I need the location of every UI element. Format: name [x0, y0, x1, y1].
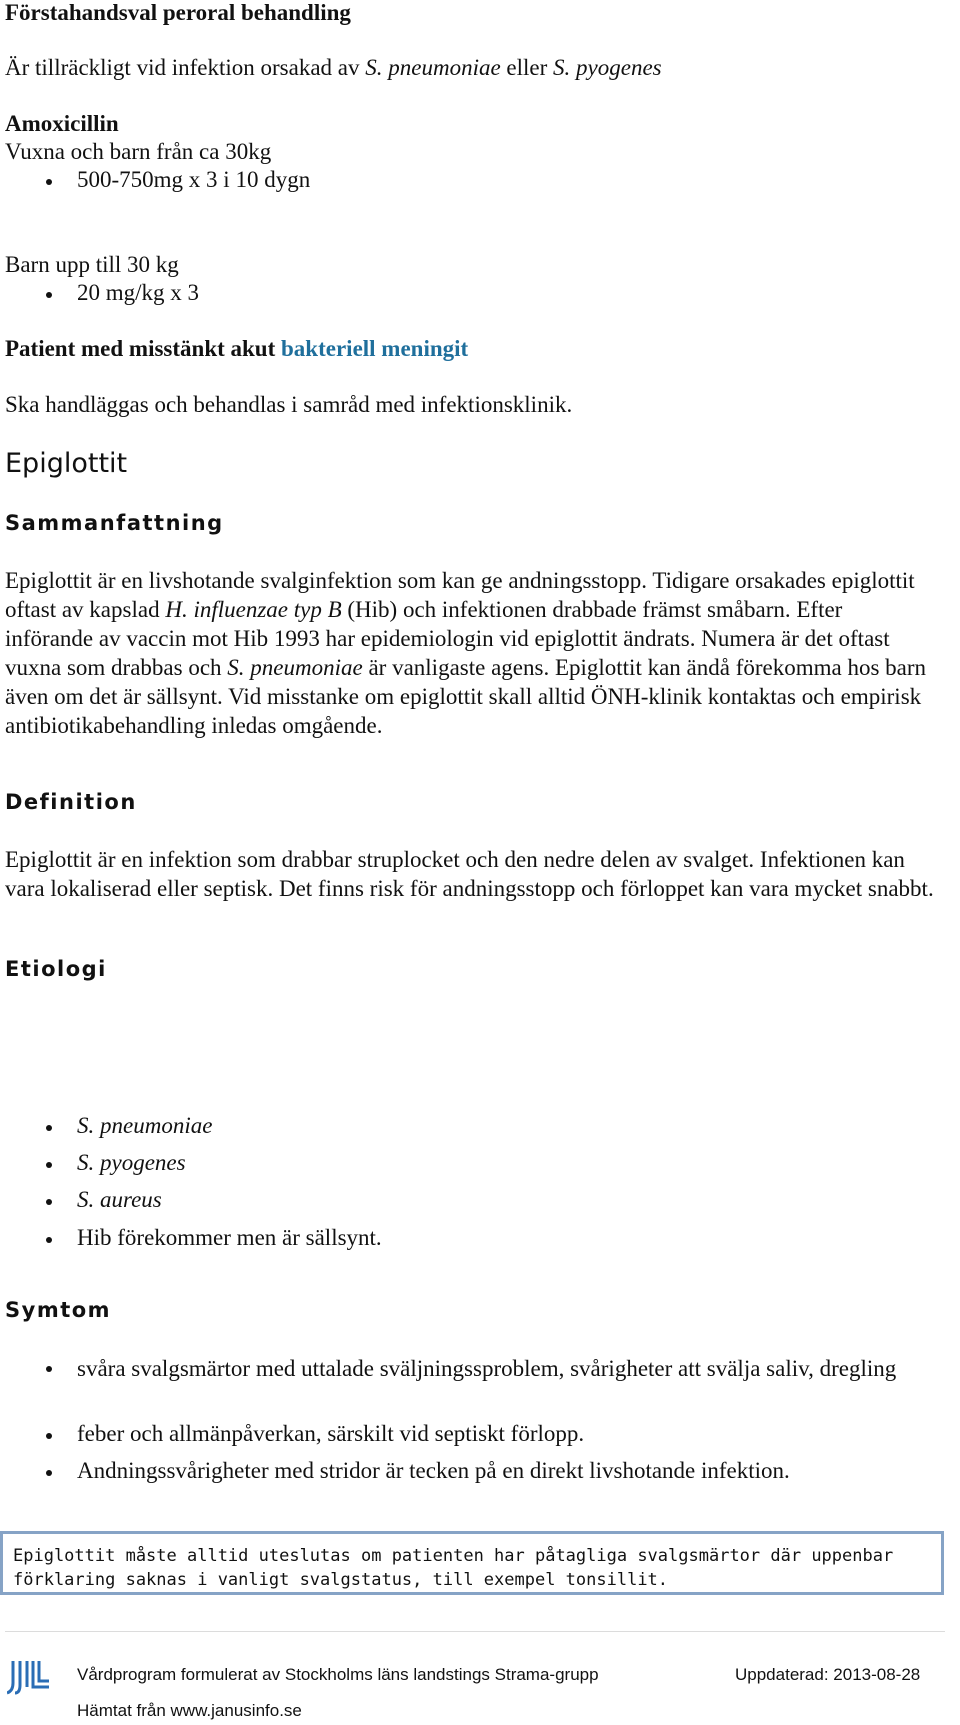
summary-segment: är vanligaste agens. Epiglottit kan ändå förekomma hos barn även om det är sällsynt. Vid misstanke om epiglottit skall alltid ÖNH-klinik kontaktas och empirisk antibiotikabehandling inledas omgående. — [5, 655, 927, 738]
footer-updated: Uppdaterad: 2013-08-28 — [735, 1665, 921, 1684]
symptom-item: Andningssvårigheter med stridor är tecken på en direkt livshotande infektion. — [77, 1458, 790, 1483]
child-dose: 20 mg/kg x 3 — [77, 280, 200, 305]
footer-source[interactable]: Hämtat från www.janusinfo.se — [77, 1701, 302, 1720]
bullet-icon — [46, 1470, 52, 1476]
definition-heading: Definition — [5, 790, 137, 814]
symptom-item: svåra svalgsmärtor med uttalade sväljningssproblem, svårigheter att svälja saliv, dregling — [77, 1356, 897, 1381]
footer-program: Vårdprogram formulerat av Stockholms läns landstings Strama-grupp — [77, 1665, 599, 1684]
symptoms-heading: Symtom — [5, 1298, 112, 1322]
janusinfo-logo-icon — [7, 1659, 51, 1695]
summary-segment: (Hib) och infektionen drabbade främst småbarn. Efter införande av vaccin mot Hib 1993 har epidemiologin vid epiglottit ändrats. Numera är det oftast vuxna som drabbas och — [5, 597, 890, 680]
heading-first-choice: Förstahandsval peroral behandling — [5, 0, 351, 25]
warning-callout: Epiglottit måste alltid uteslutas om patienten har påtagliga svalgsmärtor där uppenbar förklaring saknas i vanligt svalgstatus, till exempel tonsillit. — [0, 1531, 944, 1595]
epiglottit-title: Epiglottit — [5, 448, 128, 479]
summary-organism: H. influenzae typ B — [165, 597, 342, 622]
summary-segment: Epiglottit är en livshotande svalginfektion som kan ge andningsstopp. Tidigare orsakades epiglottit oftast av kapslad — [5, 568, 915, 622]
symptom-item: feber och allmänpåverkan, särskilt vid septiskt förlopp. — [77, 1421, 585, 1446]
bullet-icon — [46, 1162, 52, 1168]
definition-text: Epiglottit är en infektion som drabbar struplocket och den nedre delen av svalget. Infektionen kan vara lokaliserad eller septisk. Det finns risk för andningsstopp och förloppet kan vara mycket snabbt. — [5, 847, 934, 901]
drug-name: Amoxicillin — [5, 111, 119, 136]
bullet-icon — [46, 1199, 52, 1205]
meningitis-heading: Patient med misstänkt akut bakteriell meningit — [5, 336, 469, 361]
meningitis-text: Ska handläggas och behandlas i samråd med infektionsklinik. — [5, 392, 573, 417]
etiology-item: Hib förekommer men är sällsynt. — [77, 1225, 382, 1250]
bullet-icon — [46, 1366, 52, 1372]
summary-organism: S. pneumoniae — [227, 655, 363, 680]
child-group: Barn upp till 30 kg — [5, 252, 179, 277]
bullet-icon — [46, 179, 52, 185]
etiology-item: S. pyogenes — [77, 1150, 186, 1175]
footer-divider — [5, 1631, 945, 1632]
etiology-item: S. pneumoniae — [77, 1113, 213, 1138]
summary-text — [5, 566, 935, 740]
bullet-icon — [46, 1237, 52, 1243]
adult-group: Vuxna och barn från ca 30kg — [5, 139, 272, 164]
sufficient-line: Är tillräckligt vid infektion orsakad av S. pneumoniae eller S. pyogenes — [5, 55, 662, 80]
meningitis-link[interactable]: bakteriell meningit — [281, 336, 469, 361]
bullet-icon — [46, 1125, 52, 1131]
summary-heading: Sammanfattning — [5, 511, 224, 535]
bullet-icon — [46, 1433, 52, 1439]
adult-dose: 500-750mg x 3 i 10 dygn — [77, 167, 311, 192]
etiology-heading: Etiologi — [5, 957, 107, 981]
etiology-item: S. aureus — [77, 1187, 162, 1212]
bullet-icon — [46, 292, 52, 298]
